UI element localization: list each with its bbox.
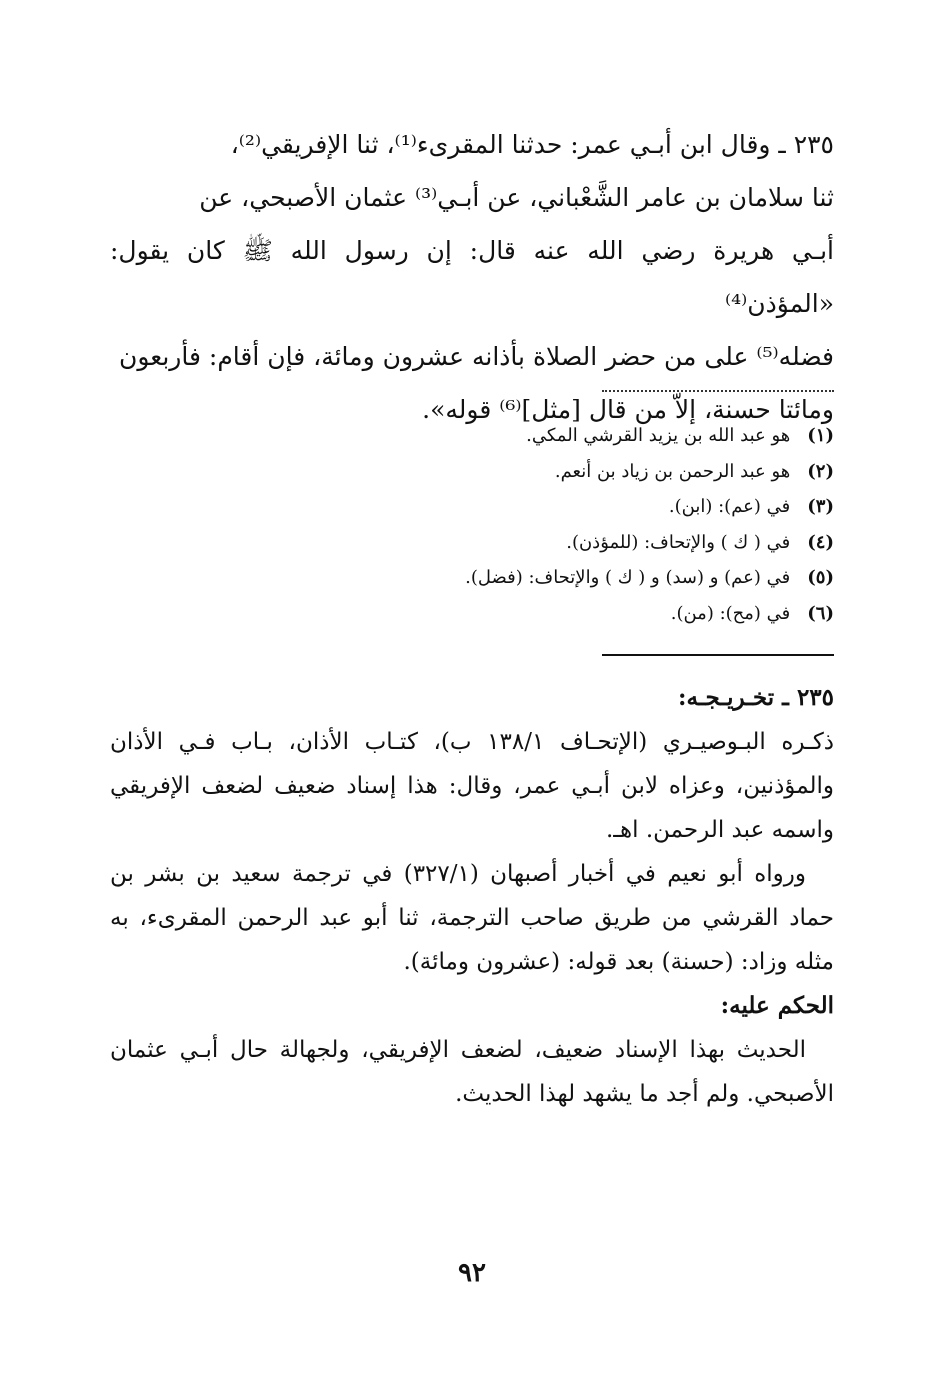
footnote-number: (٤) (807, 531, 834, 553)
footnote-text: هو عبد الرحمن بن زياد بن أنعم. (554, 460, 791, 482)
footnote-number: (١) (807, 425, 834, 446)
hadith-line: ثنا سلامان بن عامر الشَّعْباني، عن أبـي⁽³⁾ عثمان الأصبحي، عن (199, 183, 834, 212)
hadith-line: فضله⁽⁵⁾ على من حضر الصلاة بأذانه عشرون ومائة، فإن أقام: فأربعون (119, 342, 834, 371)
section-divider (602, 654, 834, 656)
footnote-text: في (مح): (من). (670, 602, 791, 624)
footnote-text: في (عم) و (سد) و ( ك ) والإتحاف: (فضل). (465, 567, 791, 588)
hadith-line: أبـي هريرة رضي الله عنه قال: إن رسول الله ﷺ كان يقول: «المؤذن⁽⁴⁾ (110, 236, 834, 318)
footnote-item (110, 418, 834, 454)
footnote-item (110, 560, 834, 596)
footnote-item (110, 525, 834, 561)
footnote-item (110, 596, 834, 632)
footnote-text: في ( ك ) والإتحاف: (للمؤذن). (566, 531, 791, 553)
footnote-number: (٣) (807, 496, 834, 517)
footnotes-list (110, 418, 834, 631)
footnote-text: في (عم): (ابن). (668, 496, 791, 517)
ruling-paragraph: الحديث بهذا الإسناد ضعيف، لضعف الإفريقي، ولجهالة حال أبـي عثمان الأصبحي. ولم أجد ما يشهد لهذا الحديث. (110, 1037, 834, 1107)
footnote-text: هو عبد الله بن يزيد القرشي المكي. (526, 425, 791, 446)
footnote-item (110, 454, 834, 490)
takhrij-heading: ٢٣٥ ـ تخـريـجـه: (677, 684, 834, 711)
hadith-text (110, 118, 834, 436)
takhrij-section (110, 676, 834, 1116)
ruling-heading: الحكم عليه: (720, 992, 834, 1019)
hadith-line: ومائتا حسنة، إلاّ من قال [مثل]⁽⁶⁾ قوله». (422, 395, 834, 424)
footnote-number: (٦) (807, 602, 834, 624)
footnote-number: (٥) (807, 567, 834, 588)
page-number: ٩٢ (458, 1258, 486, 1288)
takhrij-paragraph: ورواه أبو نعيم في أخبار أصبهان (٣٢٧/١) في ترجمة سعيد بن بشر بن حماد القرشي من طريق صاحب الترجمة، ثنا أبو عبد الرحمن المقرىء، به مثله وزاد: (حسنة) بعد قوله: (عشرون ومائة). (110, 861, 834, 975)
hadith-line: ٢٣٥ ـ وقال ابن أبـي عمر: حدثنا المقرىء⁽¹⁾، ثنا الإفريقي⁽²⁾، (230, 130, 834, 159)
takhrij-paragraph: ذكـره البـوصيـري (الإتحـاف ١٣٨/١ ب)، كتـاب الأذان، بـاب فـي الأذان والمؤذنين، وعزاه لابن أبـي عمر، وقال: هذا إسناد ضعيف لضعف الإفريقي واسمه عبد الرحمن. اهـ. (110, 729, 835, 843)
footnote-separator (602, 390, 834, 392)
footnote-item (110, 489, 834, 525)
footnote-number: (٢) (807, 460, 834, 482)
